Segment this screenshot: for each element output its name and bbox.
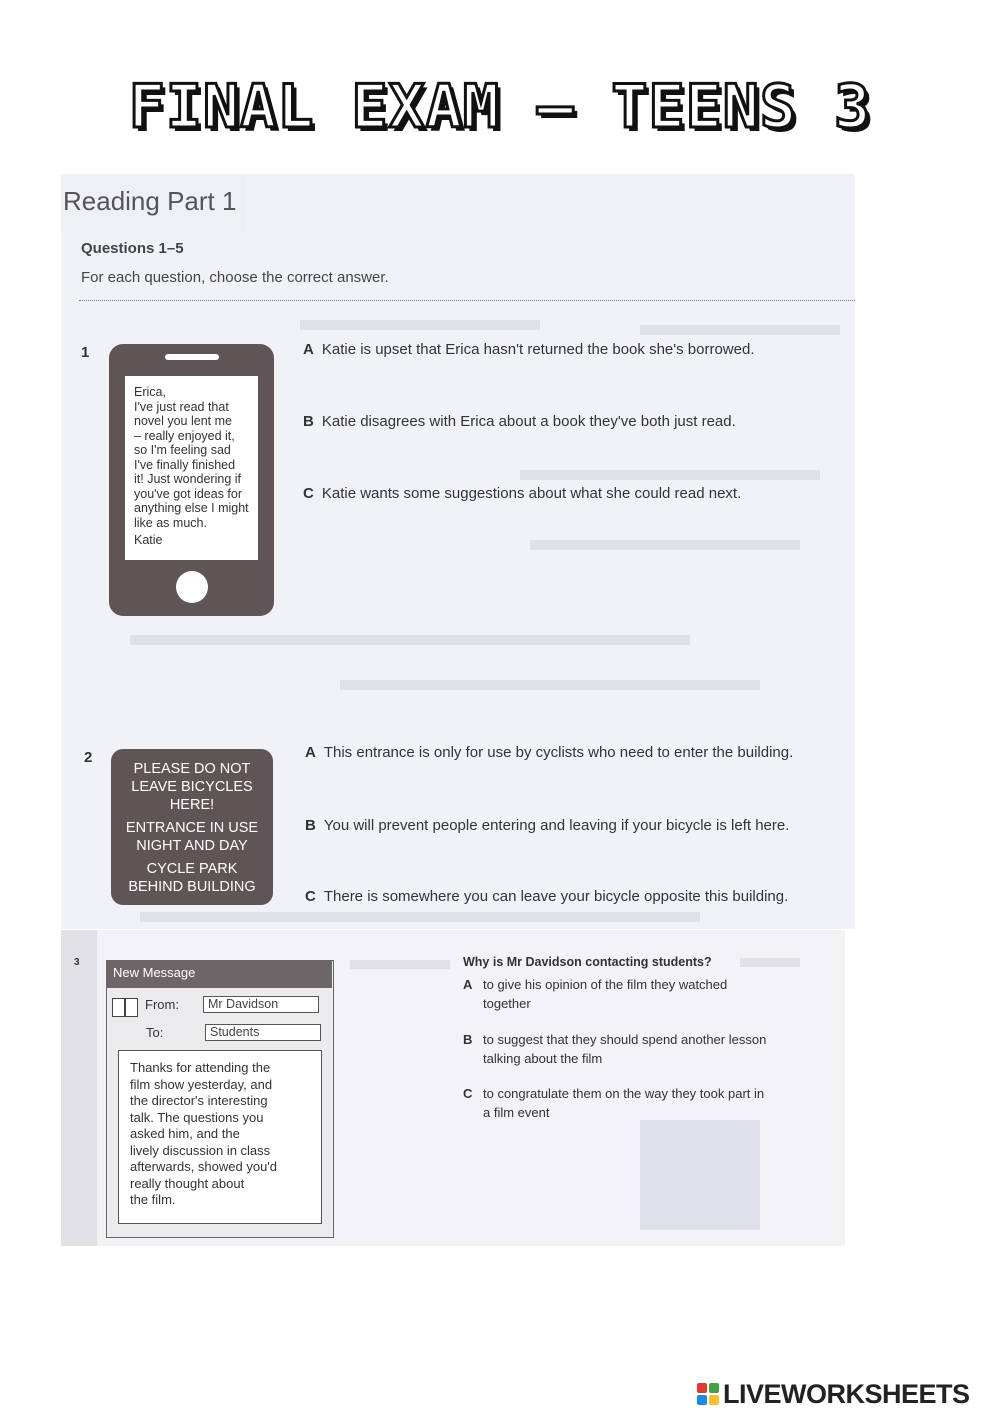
option-letter: B <box>303 413 314 430</box>
option-text-line: to congratulate them on the way they took part in <box>483 1086 765 1101</box>
logo-text: LIVEWORKSHEETS <box>723 1378 970 1409</box>
option-text-line: talking about the film <box>483 1051 603 1066</box>
option-text-line: to give his opinion of the film they watched <box>483 977 728 992</box>
option-letter: A <box>305 744 316 761</box>
message-line: you've got ideas for <box>134 486 243 501</box>
to-label: To: <box>146 1025 164 1040</box>
option-text-line: together <box>483 996 531 1011</box>
bleed-through <box>740 958 800 967</box>
option-letter: A <box>303 341 314 358</box>
option-letter: A <box>463 977 473 992</box>
from-label: From: <box>145 997 179 1012</box>
question-2-option-b[interactable] <box>305 817 789 834</box>
text-message <box>134 385 256 548</box>
bleed-through <box>350 960 450 969</box>
question-2-option-a[interactable] <box>305 744 793 761</box>
logo-square <box>709 1395 719 1405</box>
phone-speaker <box>165 354 219 360</box>
bleed-through <box>340 680 760 690</box>
option-text: This entrance is only for use by cyclists who need to enter the building. <box>323 744 794 761</box>
message-line: Erica, <box>134 385 166 399</box>
phone-home-button <box>176 571 208 603</box>
email-body-line: really thought about <box>130 1175 245 1191</box>
bleed-through <box>530 540 800 550</box>
logo-square <box>709 1383 719 1393</box>
page-title: FINAL EXAM — TEENS 3 <box>128 72 872 142</box>
email-body-line: film show yesterday, and <box>130 1076 273 1092</box>
message-line: novel you lent me <box>134 414 232 428</box>
message-line: so I'm feeling sad <box>134 443 231 457</box>
option-text: Katie is upset that Erica hasn't returned the book she's borrowed. <box>321 341 755 358</box>
sign-line: BEHIND BUILDING <box>128 879 256 895</box>
email-body <box>130 1060 314 1209</box>
option-text-line: to suggest that they should spend another lesson <box>483 1032 767 1047</box>
question-1-option-b[interactable] <box>303 413 736 430</box>
from-field: Mr Davidson <box>203 996 319 1013</box>
question-2-option-c[interactable] <box>305 888 788 905</box>
option-letter: B <box>463 1032 473 1047</box>
questions-heading: Questions 1–5 <box>81 240 184 257</box>
question-1-number: 1 <box>81 344 90 361</box>
section-title: Reading Part 1 <box>63 186 237 216</box>
question-2-number: 2 <box>84 749 93 766</box>
notice-sign <box>111 749 273 905</box>
email-window-title: New Message <box>113 965 196 980</box>
address-book-icon <box>112 998 138 1017</box>
option-text: Katie wants some suggestions about what she could read next. <box>321 485 742 502</box>
email-body-line: Thanks for attending the <box>130 1060 271 1075</box>
sign-line: NIGHT AND DAY <box>136 838 248 854</box>
page-binding-shadow <box>61 930 97 1246</box>
option-letter: C <box>305 888 316 905</box>
message-line: – really enjoyed it, <box>134 428 235 443</box>
option-letter: C <box>303 485 314 502</box>
logo-square <box>697 1395 707 1405</box>
to-field: Students <box>205 1024 321 1041</box>
instruction: For each question, choose the correct answer. <box>81 269 389 286</box>
logo-square <box>697 1383 707 1393</box>
dotted-divider <box>79 300 855 301</box>
bleed-through <box>640 1120 760 1230</box>
sign-line: ENTRANCE IN USE <box>125 820 259 836</box>
message-signature: Katie <box>134 533 163 547</box>
option-text <box>483 1030 803 1068</box>
sign-line: LEAVE BICYCLES <box>131 779 253 795</box>
question-1-option-a[interactable] <box>303 341 755 358</box>
liveworksheets-logo[interactable] <box>697 1376 970 1412</box>
option-text: There is somewhere you can leave your bicycle opposite this building. <box>323 888 789 905</box>
message-line: like as much. <box>134 515 207 530</box>
message-line: I've just read that <box>134 399 229 414</box>
email-body-line: afterwards, showed you'd <box>130 1159 278 1174</box>
bleed-through <box>140 912 700 922</box>
question-3-prompt: Why is Mr Davidson contacting students? <box>463 955 712 969</box>
option-text: Katie disagrees with Erica about a book they've both just read. <box>321 413 736 430</box>
option-letter: C <box>463 1086 473 1101</box>
message-line: it! Just wondering if <box>134 472 241 486</box>
question-3-number: 3 <box>74 957 80 968</box>
bleed-through <box>640 325 840 335</box>
sign-line: PLEASE DO NOT <box>133 761 251 777</box>
bleed-through <box>520 470 820 480</box>
option-text-line: a film event <box>483 1105 550 1120</box>
email-body-line: lively discussion in class <box>130 1142 271 1158</box>
bleed-through <box>130 635 690 645</box>
email-body-line: asked him, and the <box>130 1126 240 1141</box>
email-body-line: talk. The questions you <box>130 1109 264 1125</box>
option-text <box>483 975 803 1013</box>
logo-icon <box>697 1383 719 1405</box>
email-body-line: the director's interesting <box>130 1093 268 1108</box>
message-line: anything else I might <box>134 501 249 515</box>
sign-line: HERE! <box>169 797 215 813</box>
sign-line: CYCLE PARK <box>146 861 238 877</box>
message-line: I've finally finished <box>134 457 236 472</box>
email-body-line: the film. <box>130 1192 176 1207</box>
option-letter: B <box>305 817 316 834</box>
option-text: You will prevent people entering and leaving if your bicycle is left here. <box>323 817 790 834</box>
option-text <box>483 1084 803 1122</box>
bleed-through <box>300 320 540 330</box>
question-1-option-c[interactable] <box>303 485 741 502</box>
